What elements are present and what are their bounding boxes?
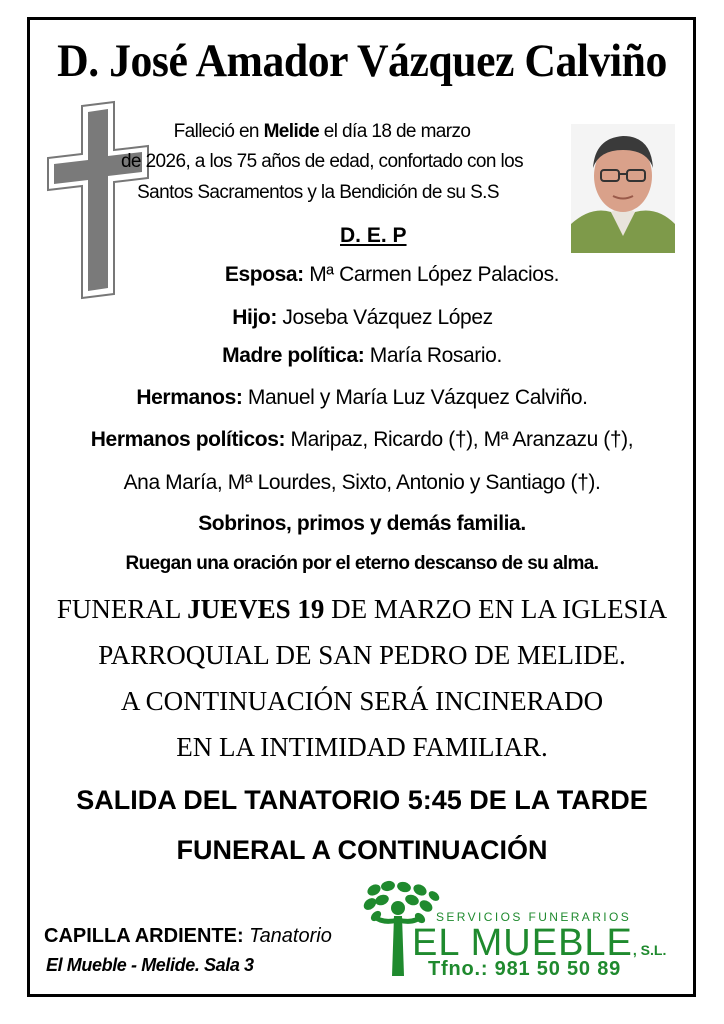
logo-tagline: SERVICIOS FUNERARIOS bbox=[436, 910, 632, 924]
funeral-home-logo bbox=[362, 880, 682, 985]
hijo-line: Hijo: Joseba Vázquez López bbox=[232, 306, 493, 329]
hermanos-politicos-line-2: Ana María, Mª Lourdes, Sixto, Antonio y Santiago (†). bbox=[123, 471, 601, 494]
funeral-line-4: EN LA INTIMIDAD FAMILIAR. bbox=[176, 732, 548, 762]
hermanos-politicos-line: Hermanos políticos: Maripaz, Ricardo (†), Mª Aranzazu (†), bbox=[90, 428, 634, 451]
funeral-line-3: A CONTINUACIÓN SERÁ INCINERADO bbox=[120, 686, 604, 716]
dep-heading: D. E. P bbox=[340, 224, 407, 247]
intro-text: Falleció en Melide el día 18 de marzo de 2026, a los 75 años de edad, confortado con los Santos Sacramentos y la Bendición de su S.S bbox=[120, 121, 524, 203]
hermanos-line: Hermanos: Manuel y María Luz Vázquez Calviño. bbox=[136, 386, 588, 409]
deceased-name: D. José Amador Vázquez Calviño bbox=[57, 35, 667, 87]
capilla-line-1: CAPILLA ARDIENTE: Tanatorio bbox=[44, 925, 332, 947]
logo-phone: Tfno.: 981 50 50 89 bbox=[428, 958, 622, 980]
ruegan-line: Ruegan una oración por el eterno descanso de su alma. bbox=[125, 553, 599, 574]
madre-line: Madre política: María Rosario. bbox=[222, 344, 502, 367]
esposa-line: Esposa: Mª Carmen López Palacios. bbox=[224, 263, 560, 286]
funeral-continuacion-line: FUNERAL A CONTINUACIÓN bbox=[176, 835, 548, 865]
funeral-line-2: PARROQUIAL DE SAN PEDRO DE MELIDE. bbox=[98, 640, 626, 670]
logo-name: EL MUEBLE, S.L. bbox=[412, 922, 667, 964]
funeral-line-1: FUNERAL JUEVES 19 DE MARZO EN LA IGLESIA bbox=[56, 594, 668, 624]
capilla-line-2: El Mueble - Melide. Sala 3 bbox=[46, 955, 254, 975]
sobrinos-line: Sobrinos, primos y demás familia. bbox=[198, 512, 526, 535]
salida-line: SALIDA DEL TANATORIO 5:45 DE LA TARDE bbox=[76, 785, 648, 815]
